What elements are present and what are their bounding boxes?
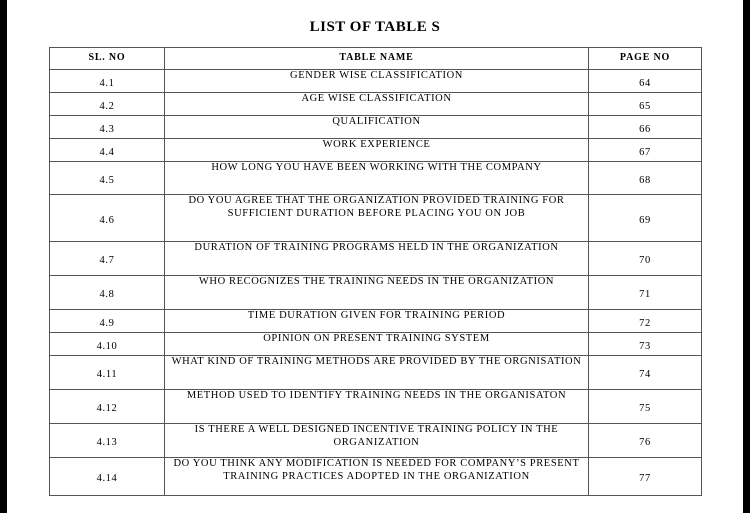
row-page-no: 74 <box>589 356 702 390</box>
row-page-no: 69 <box>589 195 702 242</box>
table-row <box>50 333 702 356</box>
row-table-name: OPINION ON PRESENT TRAINING SYSTEM <box>165 333 589 356</box>
row-table-name: DO YOU AGREE THAT THE ORGANIZATION PROVIDED TRAINING FOR SUFFICIENT DURATION BEFORE PLACING YOU ON JOB <box>165 195 589 242</box>
row-page-no: 70 <box>589 242 702 276</box>
row-page-no: 72 <box>589 310 702 333</box>
tables-list <box>49 47 702 496</box>
table-row <box>50 458 702 496</box>
page-title: LIST OF TABLE S <box>309 19 441 35</box>
row-sl-no: 4.1 <box>50 70 165 93</box>
row-sl-no: 4.7 <box>50 242 165 276</box>
row-sl-no: 4.13 <box>50 424 165 458</box>
column-header-table-name: TABLE NAME <box>165 48 589 70</box>
table-row <box>50 390 702 424</box>
row-sl-no: 4.12 <box>50 390 165 424</box>
column-header-sl-no: SL. NO <box>50 48 165 70</box>
row-table-name: IS THERE A WELL DESIGNED INCENTIVE TRAINING POLICY IN THE ORGANIZATION <box>165 424 589 458</box>
row-page-no: 77 <box>589 458 702 496</box>
row-table-name: METHOD USED TO IDENTIFY TRAINING NEEDS IN THE ORGANISATON <box>165 390 589 424</box>
row-page-no: 67 <box>589 139 702 162</box>
table-row <box>50 93 702 116</box>
row-sl-no: 4.2 <box>50 93 165 116</box>
table-row <box>50 310 702 333</box>
row-sl-no: 4.4 <box>50 139 165 162</box>
row-table-name: QUALIFICATION <box>165 116 589 139</box>
table-row <box>50 356 702 390</box>
row-sl-no: 4.8 <box>50 276 165 310</box>
table-row <box>50 162 702 195</box>
row-sl-no: 4.14 <box>50 458 165 496</box>
row-table-name: AGE WISE CLASSIFICATION <box>165 93 589 116</box>
row-page-no: 73 <box>589 333 702 356</box>
header-row <box>50 48 702 70</box>
table-row <box>50 242 702 276</box>
row-page-no: 66 <box>589 116 702 139</box>
row-table-name: WHAT KIND OF TRAINING METHODS ARE PROVIDED BY THE ORGNISATION <box>165 356 589 390</box>
row-page-no: 65 <box>589 93 702 116</box>
row-table-name: DURATION OF TRAINING PROGRAMS HELD IN THE ORGANIZATION <box>165 242 589 276</box>
row-sl-no: 4.3 <box>50 116 165 139</box>
row-page-no: 64 <box>589 70 702 93</box>
row-table-name: WORK EXPERIENCE <box>165 139 589 162</box>
row-table-name: WHO RECOGNIZES THE TRAINING NEEDS IN THE ORGANIZATION <box>165 276 589 310</box>
row-sl-no: 4.6 <box>50 195 165 242</box>
table-row <box>50 424 702 458</box>
column-header-page-no: PAGE NO <box>589 48 702 70</box>
row-sl-no: 4.11 <box>50 356 165 390</box>
row-table-name: HOW LONG YOU HAVE BEEN WORKING WITH THE COMPANY <box>165 162 589 195</box>
table-row <box>50 116 702 139</box>
row-sl-no: 4.5 <box>50 162 165 195</box>
row-page-no: 76 <box>589 424 702 458</box>
table-row <box>50 195 702 242</box>
row-table-name: GENDER WISE CLASSIFICATION <box>165 70 589 93</box>
row-sl-no: 4.10 <box>50 333 165 356</box>
row-page-no: 75 <box>589 390 702 424</box>
table-row <box>50 70 702 93</box>
table-row <box>50 139 702 162</box>
table-row <box>50 276 702 310</box>
document-page <box>7 0 743 513</box>
row-page-no: 71 <box>589 276 702 310</box>
row-page-no: 68 <box>589 162 702 195</box>
row-sl-no: 4.9 <box>50 310 165 333</box>
row-table-name: TIME DURATION GIVEN FOR TRAINING PERIOD <box>165 310 589 333</box>
row-table-name: DO YOU THINK ANY MODIFICATION IS NEEDED FOR COMPANY’S PRESENT TRAINING PRACTICES ADOPTED IN THE ORGANIZATION <box>165 458 589 496</box>
